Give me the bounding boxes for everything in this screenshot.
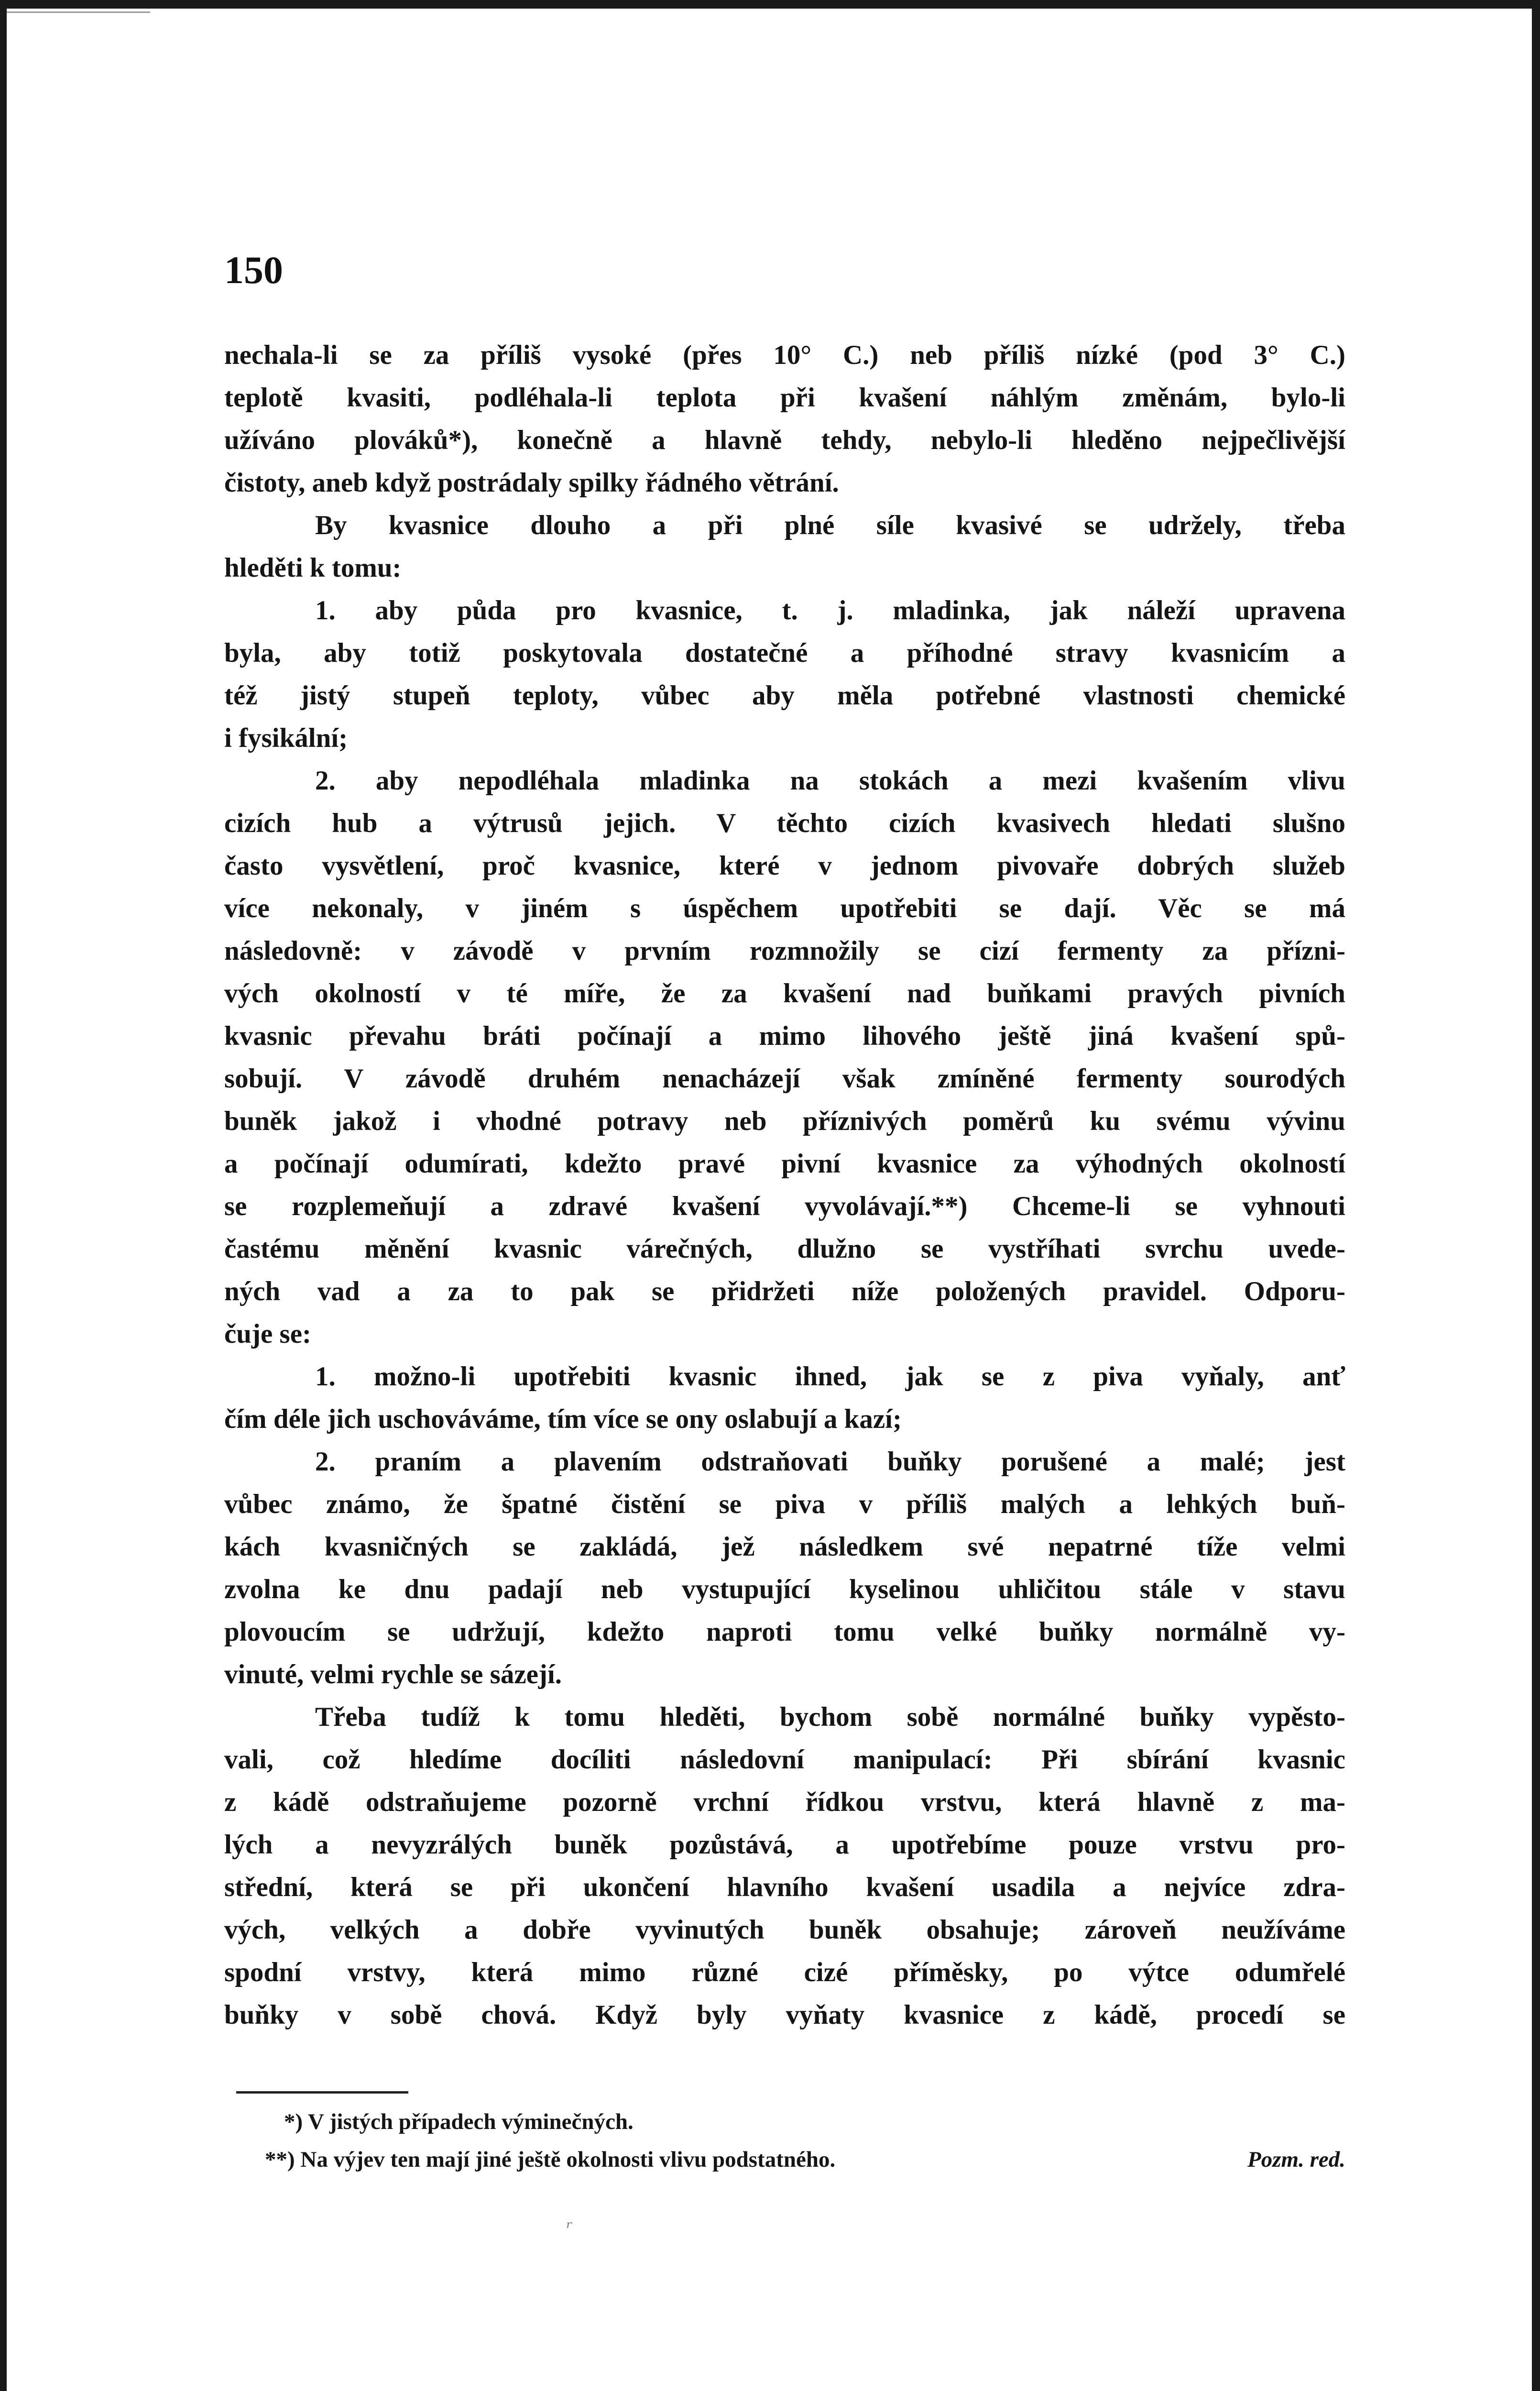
text-line: Třeba tudíž k tomu hleděti, bychom sobě normálné buňky vypěsto- <box>315 1702 1345 1732</box>
text-line: čistoty, aneb když postrádaly spilky řádného větrání. <box>224 468 839 498</box>
text-line: i fysikální; <box>224 723 348 753</box>
editor-note-signature: Pozm. red. <box>1247 2147 1345 2172</box>
text-line: cizích hub a výtrusů jejich. V těchto cizích kvasivech hledati slušno <box>224 808 1345 838</box>
text-line: a počínají odumírati, kdežto pravé pivní kvasnice za výhodných okolností <box>224 1149 1345 1179</box>
text-line: hleděti k tomu: <box>224 553 402 583</box>
text-line: též jistý stupeň teploty, vůbec aby měla potřebné vlastnosti chemické <box>224 680 1345 711</box>
footnote-1: *) V jistých případech výminečných. <box>284 2109 633 2134</box>
page-number: 150 <box>224 248 283 292</box>
text-line: plovoucím se udržují, kdežto naproti tomu velké buňky normálně vy- <box>224 1617 1345 1647</box>
text-line: byla, aby totiž poskytovala dostatečné a příhodné stravy kvasnicím a <box>224 638 1345 668</box>
body-text <box>224 334 1345 2036</box>
text-line: z kádě odstraňujeme pozorně vrchní řídkou vrstvu, která hlavně z ma- <box>224 1787 1345 1817</box>
text-line: By kvasnice dlouho a při plné síle kvasivé se udržely, třeba <box>315 510 1345 540</box>
text-line: vých okolností v té míře, že za kvašení nad buňkami pravých pivních <box>224 978 1345 1009</box>
footnote-2 <box>224 2141 1345 2179</box>
text-line: vých, velkých a dobře vyvinutých buněk obsahuje; zároveň neužíváme <box>224 1915 1345 1945</box>
text-line: užíváno plováků*), konečně a hlavně tehdy, nebylo-li hleděno nejpečlivější <box>224 425 1345 455</box>
text-line: kvasnic převahu bráti počínají a mimo lihového ještě jiná kvašení spů- <box>224 1021 1345 1051</box>
text-line: kách kvasničných se zakládá, jež následkem své nepatrné tíže velmi <box>224 1532 1345 1562</box>
text-line: 1. aby půda pro kvasnice, t. j. mladinka, jak náleží upravena <box>315 595 1345 625</box>
text-line: často vysvětlení, proč kvasnice, které v jednom pivovaře dobrých služeb <box>224 851 1345 881</box>
text-line: buňky v sobě chová. Když byly vyňaty kvasnice z kádě, procedí se <box>224 2000 1345 2030</box>
scan-speck: ʳ <box>566 2217 573 2239</box>
text-line: čím déle jich uschováváme, tím více se ony oslabují a kazí; <box>224 1404 902 1434</box>
footnote-separator <box>236 2091 408 2094</box>
text-line: teplotě kvasiti, podléhala-li teplota při kvašení náhlým změnám, bylo-li <box>224 383 1345 413</box>
text-line: lých a nevyzrálých buněk pozůstává, a upotřebíme pouze vrstvu pro- <box>224 1830 1345 1860</box>
text-line: buněk jakož i vhodné potravy neb příznivých poměrů ku svému vývinu <box>224 1106 1345 1136</box>
text-line: střední, která se při ukončení hlavního kvašení usadila a nejvíce zdra- <box>224 1872 1345 1902</box>
text-line: 2. aby nepodléhala mladinka na stokách a mezi kvašením vlivu <box>315 766 1345 796</box>
text-line: sobují. V závodě druhém nenacházejí však zmíněné fermenty sourodých <box>224 1064 1345 1094</box>
scan-edge-line <box>7 11 150 13</box>
text-line: zvolna ke dnu padají neb vystupující kyselinou uhličitou stále v stavu <box>224 1574 1345 1604</box>
text-line: 1. možno-li upotřebiti kvasnic ihned, jak se z piva vyňaly, anť <box>315 1361 1345 1392</box>
text-line: více nekonaly, v jiném s úspěchem upotřebiti se dají. Věc se má <box>224 893 1345 923</box>
text-line: ných vad a za to pak se přidržeti níže položených pravidel. Odporu- <box>224 1276 1345 1306</box>
text-line: 2. praním a plavením odstraňovati buňky porušené a malé; jest <box>315 1447 1345 1477</box>
text-line: nechala-li se za příliš vysoké (přes 10° C.) neb příliš nízké (pod 3° C.) <box>224 340 1345 370</box>
text-line: vinuté, velmi rychle se sázejí. <box>224 1659 562 1689</box>
text-line: spodní vrstvy, která mimo různé cizé příměsky, po výtce odumřelé <box>224 1957 1345 1987</box>
text-line: se rozplemeňují a zdravé kvašení vyvolávají.**) Chceme-li se vyhnouti <box>224 1191 1345 1221</box>
footnotes <box>224 2103 1345 2179</box>
text-line: vůbec známo, že špatné čistění se piva v příliš malých a lehkých buň- <box>224 1489 1345 1519</box>
footnote-2-text: **) Na výjev ten mají jiné ještě okolnosti vlivu podstatného. <box>265 2147 836 2172</box>
text-line: čuje se: <box>224 1319 311 1349</box>
text-line: častému měnění kvasnic várečných, dlužno se vystříhati svrchu uvede- <box>224 1234 1345 1264</box>
text-line: vali, což hledíme docíliti následovní manipulací: Při sbírání kvasnic <box>224 1744 1345 1775</box>
text-line: následovně: v závodě v prvním rozmnožily se cizí fermenty za přízni- <box>224 936 1345 966</box>
scanned-page <box>7 9 1532 2391</box>
